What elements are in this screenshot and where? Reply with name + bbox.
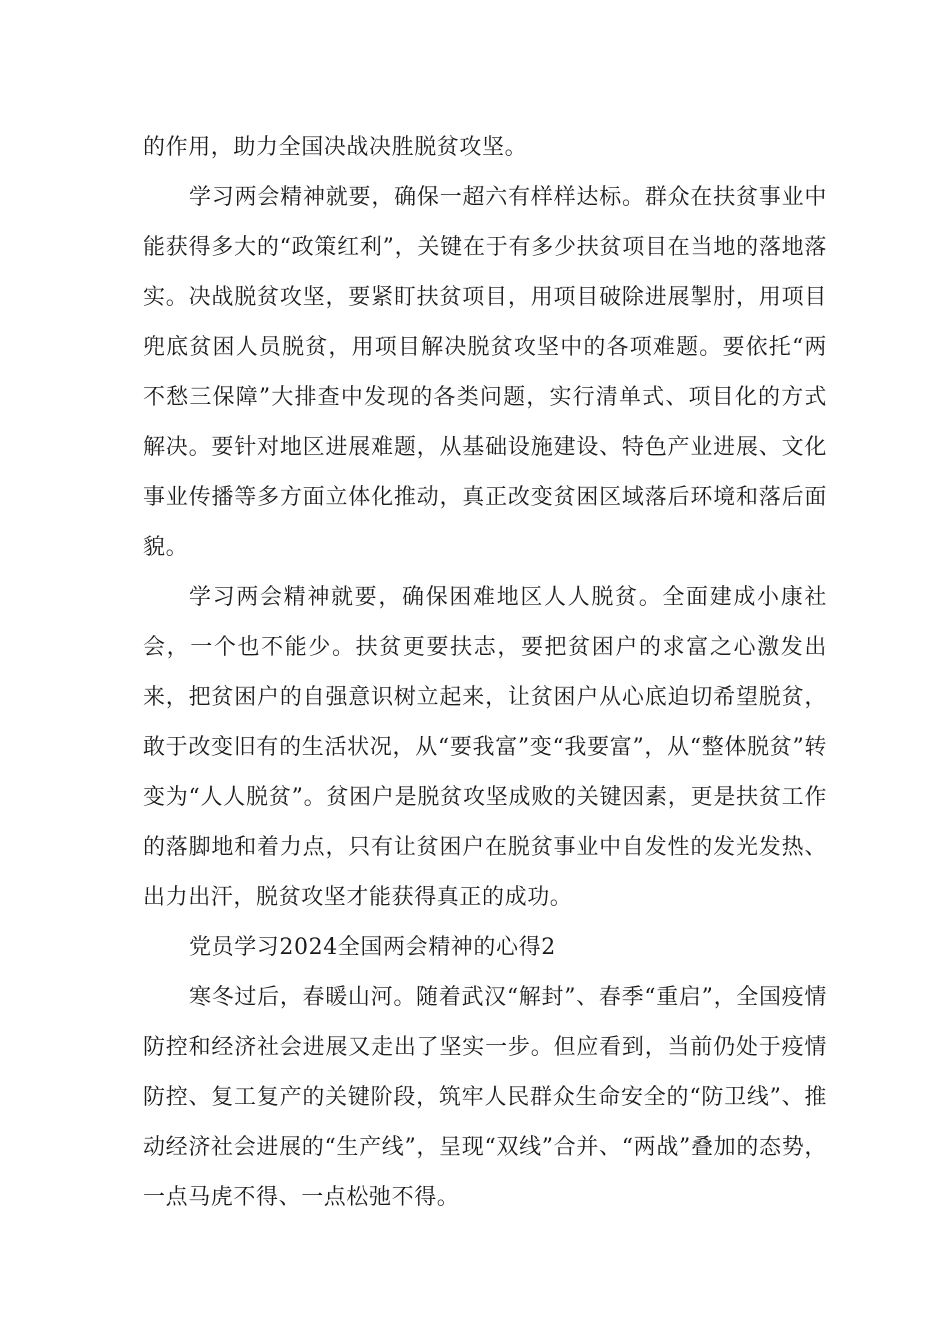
document-body [143,123,827,1223]
paragraph-continuation: 的作用，助力全国决战决胜脱贫攻坚。 [143,135,528,160]
section-heading: 党员学习2024全国两会精神的心得2 [189,935,556,960]
paragraph-project-implementation: 学习两会精神就要，确保一超六有样样达标。群众在扶贫事业中能获得多大的“政策红利”，关键在于有多少扶贫项目在当地的落地落实。决战脱贫攻坚，要紧盯扶贫项目，用项目破除进展掣肘，用项目兜底贫困人员脱贫，用项目解决脱贫攻坚中的各项难题。要依托“两不愁三保障”大排查中发现的各类问题，实行清单式、项目化的方式解决。要针对地区进展难题，从基础设施建设、特色产业进展、文化事业传播等多方面立体化推动，真正改变贫困区域落后环境和落后面貌。 [143,185,827,560]
paragraph-everyone-out-of-poverty: 学习两会精神就要，确保困难地区人人脱贫。全面建成小康社会，一个也不能少。扶贫更要扶志，要把贫困户的求富之心激发出来，把贫困户的自强意识树立起来，让贫困户从心底迫切希望脱贫，敢于改变旧有的生活状况，从“要我富”变“我要富”，从“整体脱贫”转变为“人人脱贫”。贫困户是脱贫攻坚成败的关键因素，更是扶贫工作的落脚地和着力点，只有让贫困户在脱贫事业中自发性的发光发热、出力出汗，脱贫攻坚才能获得真正的成功。 [143,585,827,910]
paragraph-spring-restart: 寒冬过后，春暖山河。随着武汉“解封”、春季“重启”，全国疫情防控和经济社会进展又走出了坚实一步。但应看到，当前仍处于疫情防控、复工复产的关键阶段，筑牢人民群众生命安全的“防卫线”、推动经济社会进展的“生产线”，呈现“双线”合并、“两战”叠加的态势，一点马虎不得、一点松弛不得。 [143,985,827,1210]
